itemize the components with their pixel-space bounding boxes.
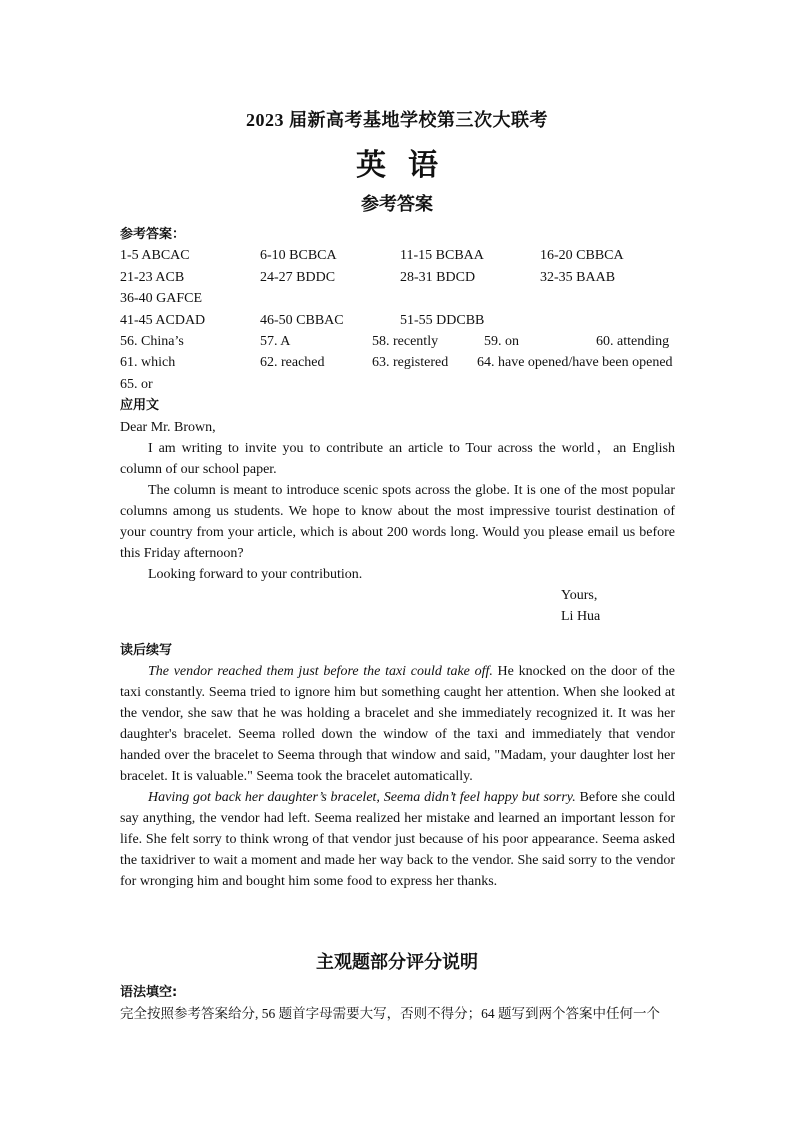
scoring-text: 完全按照参考答案给分, 56 题首字母需要大写，否则不得分；64 题写到两个答案中任何一个 (120, 1006, 660, 1022)
answer-cell: 28-31 BDCD (400, 269, 476, 285)
answer-cell: 1-5 ABCAC (120, 248, 190, 264)
answer-cell: 6-10 BCBCA (260, 248, 337, 264)
exam-title: 2023 届新高考基地学校第三次大联考 (246, 110, 548, 130)
answer-cell: 65. or (120, 376, 153, 392)
answer-cell: 46-50 CBBAC (260, 312, 344, 328)
continuation-heading: 读后续写 (120, 642, 173, 658)
answer-cell: 59. on (484, 333, 519, 349)
paragraph-lead: The vendor reached them just before the taxi could take off. (148, 664, 493, 680)
writing-heading: 应用文 (120, 398, 160, 414)
answer-cell: 64. have opened/have been opened (477, 355, 673, 371)
answer-cell: 24-27 BDDC (260, 269, 336, 285)
paragraph-lead: Having got back her daughter’s bracelet, Seema didn’t feel happy but sorry. (148, 790, 576, 806)
paragraph-body: He knocked on the door of the taxi constantly. Seema tried to ignore him but something caught her attention. When she looked at the vendor, she saw that he was holding a bracelet and she immediately recognized it. It was her daughter's bracelet. Seema rolled down the window of the taxi and immediately that vendor handed over the bracelet to Seema through that window and said, "Madam, your daughter lost her bracelet. It is valuable." Seema took the bracelet automatically. (120, 664, 675, 785)
letter-paragraph-3: Looking forward to your contribution. (148, 566, 363, 582)
answers-row-2 (120, 267, 675, 288)
answer-cell: 58. recently (372, 333, 439, 349)
answers-row-4 (120, 310, 675, 331)
answer-cell: 16-20 CBBCA (540, 248, 624, 264)
answers-heading: 参考答案： (120, 227, 186, 242)
answer-cell: 62. reached (260, 355, 325, 371)
letter-salutation: Dear Mr. Brown, (120, 419, 216, 435)
answer-cell: 60. attending (596, 333, 670, 349)
answer-cell: 41-45 ACDAD (120, 312, 206, 328)
fill-row-1 (120, 331, 675, 352)
fill-row-3 (120, 374, 675, 395)
letter-paragraph-1: I am writing to invite you to contribute an article to Tour across the world，an English column of our school paper. (120, 440, 675, 477)
answer-cell: 51-55 DDCBB (400, 312, 485, 328)
scoring-section (120, 982, 675, 1025)
answer-cell: 57. A (260, 333, 291, 349)
doc-label: 参考答案 (361, 194, 433, 214)
scoring-heading: 语法填空: (120, 985, 178, 1000)
scoring-title: 主观题部分评分说明 (316, 952, 478, 972)
answer-cell: 11-15 BCBAA (400, 248, 484, 264)
paragraph-body: Before she could say anything, the vendor had left. Seema realized her mistake and learned an important lesson for life. She felt sorry to think wrong of that vendor just because of his poor appearance. Seema asked the taxidriver to wait a moment and made her way back to the vendor. She said sorry to the vendor for wronging him and bought him some food to express her thanks. (120, 790, 675, 890)
answer-cell: 21-23 ACB (120, 269, 185, 285)
letter-signature: Li Hua (561, 609, 601, 625)
letter-closing: Yours, (561, 587, 598, 603)
answer-cell: 63. registered (372, 355, 449, 371)
answer-cell: 36-40 GAFCE (120, 291, 203, 307)
main-content (120, 224, 675, 892)
answer-cell: 56. China’s (120, 333, 184, 349)
letter-paragraph-2: The column is meant to introduce scenic spots across the globe. It is one of the most popular columns among us students. We hope to know about the most impressive tourist destination of your country from your article, which is about 200 words long. Would you please email us before this Friday afternoon? (120, 482, 675, 561)
continuation-paragraph-2 (120, 787, 675, 892)
answer-cell: 61. which (120, 355, 176, 371)
subject-title: 英语 (356, 149, 460, 182)
answers-row-1 (120, 245, 675, 266)
continuation-paragraph-1 (120, 661, 675, 787)
answers-row-3 (120, 288, 675, 309)
answer-cell: 32-35 BAAB (540, 269, 616, 285)
fill-row-2 (120, 352, 675, 373)
